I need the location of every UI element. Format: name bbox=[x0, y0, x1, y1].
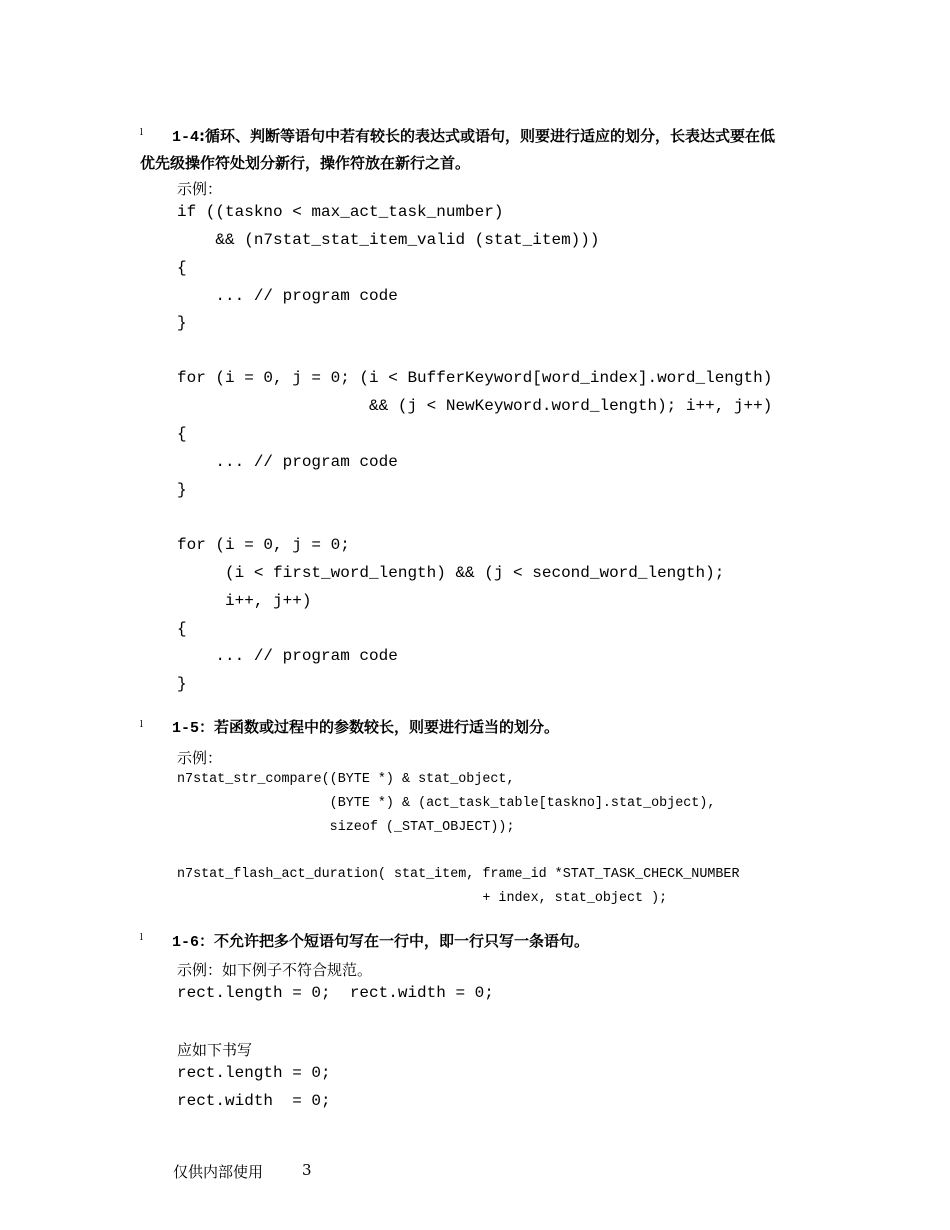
code-line: n7stat_str_compare((BYTE *) & stat_object, bbox=[177, 772, 515, 787]
bullet: l bbox=[140, 128, 143, 138]
code-line: ... // program code bbox=[177, 287, 398, 305]
rule-number: 1-4 bbox=[172, 129, 200, 146]
code-line: for (i = 0, j = 0; (i < BufferKeyword[word_index].word_length) bbox=[177, 369, 773, 387]
bullet: l bbox=[140, 720, 143, 730]
rule-colon: : bbox=[199, 127, 206, 145]
code-line: { bbox=[177, 259, 187, 277]
code-line: sizeof (_STAT_OBJECT)); bbox=[177, 820, 515, 835]
code-line: + index, stat_object ); bbox=[177, 891, 668, 906]
code-line: ... // program code bbox=[177, 453, 398, 471]
code-line: && (n7stat_stat_item_valid (stat_item))) bbox=[177, 231, 600, 249]
good-code-line: rect.width = 0; bbox=[177, 1092, 331, 1110]
rule-title: 若函数或过程中的参数较长，则要进行适当的划分。 bbox=[214, 718, 560, 736]
good-example-label: 应如下书写 bbox=[177, 1041, 253, 1059]
code-line: } bbox=[177, 675, 187, 693]
code-line: } bbox=[177, 314, 187, 332]
footer-text: 仅供内部使用 bbox=[173, 1163, 264, 1181]
page-number: 3 bbox=[302, 1161, 312, 1179]
rule-number: 1-6 bbox=[172, 934, 200, 951]
example-label: 示例： bbox=[177, 180, 223, 198]
good-code-line: rect.length = 0; bbox=[177, 1064, 331, 1082]
code-line: && (j < NewKeyword.word_length); i++, j++) bbox=[177, 397, 773, 415]
rule-colon: ： bbox=[199, 932, 215, 950]
rule-heading-1-6 bbox=[172, 928, 589, 956]
rule-heading-1-5 bbox=[172, 714, 559, 742]
rule-title-line1: 循环、判断等语句中若有较长的表达式或语句，则要进行适应的划分，长表达式要在低 bbox=[205, 127, 776, 145]
bullet: l bbox=[140, 933, 143, 943]
code-line: if ((taskno < max_act_task_number) bbox=[177, 203, 504, 221]
rule-colon: ： bbox=[199, 718, 215, 736]
rule-title-line2: 优先级操作符处划分新行，操作符放在新行之首。 bbox=[140, 154, 471, 172]
example-label: 示例： bbox=[177, 749, 223, 767]
rule-title: 不允许把多个短语句写在一行中，即一行只写一条语句。 bbox=[214, 932, 590, 950]
rule-number: 1-5 bbox=[172, 720, 200, 737]
code-line: (BYTE *) & (act_task_table[taskno].stat_object), bbox=[177, 796, 716, 811]
code-line: n7stat_flash_act_duration( stat_item, frame_id *STAT_TASK_CHECK_NUMBER bbox=[177, 867, 740, 882]
code-line: } bbox=[177, 481, 187, 499]
bad-code-line: rect.length = 0; rect.width = 0; bbox=[177, 984, 494, 1002]
rule-heading-1-4 bbox=[172, 123, 775, 151]
code-line: for (i = 0, j = 0; bbox=[177, 536, 350, 554]
code-line: { bbox=[177, 620, 187, 638]
example-label: 示例：如下例子不符合规范。 bbox=[177, 961, 373, 979]
code-line: i++, j++) bbox=[177, 592, 312, 610]
code-line: (i < first_word_length) && (j < second_word_length); bbox=[177, 564, 725, 582]
code-line: { bbox=[177, 425, 187, 443]
code-line: ... // program code bbox=[177, 647, 398, 665]
